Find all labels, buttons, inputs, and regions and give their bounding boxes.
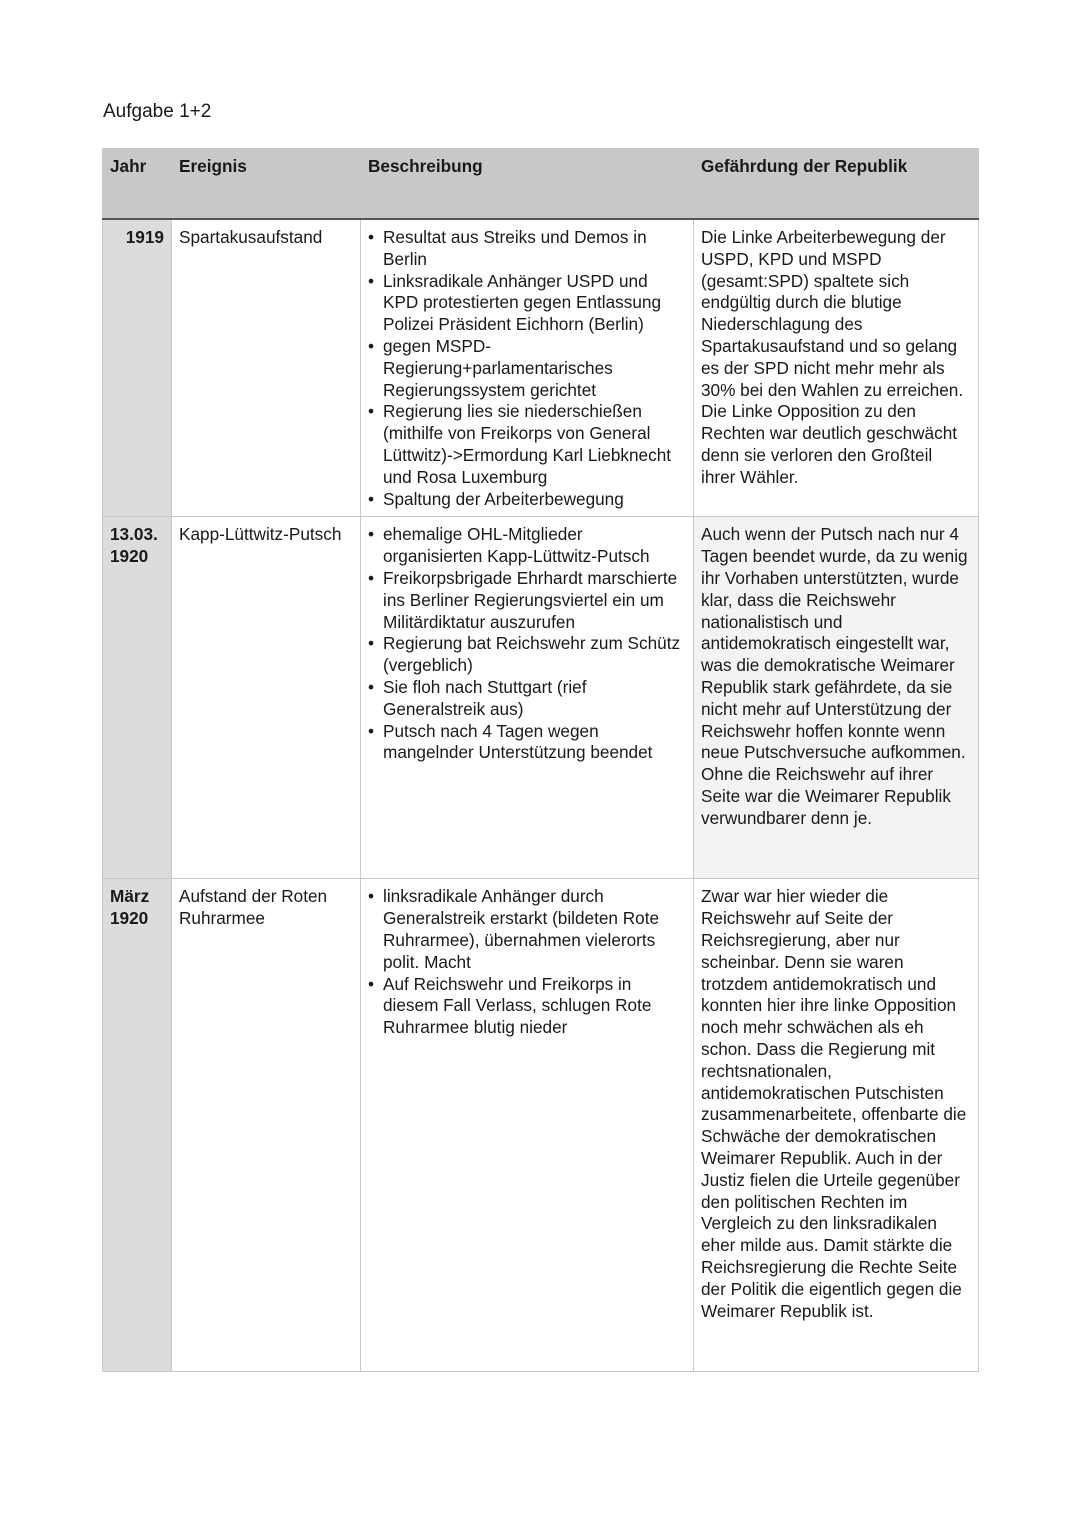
- list-item: • Freikorpsbrigade Ehrhardt marschierte ins Berliner Regierungsviertel ein um Militärdiktatur auszurufen: [368, 568, 686, 633]
- list-item: • Auf Reichswehr und Freikorps in diesem Fall Verlass, schlugen Rote Ruhrarmee blutig nieder: [368, 974, 686, 1039]
- row-description: [361, 517, 694, 879]
- row-event: Kapp-Lüttwitz-Putsch: [172, 517, 361, 879]
- list-item: • Linksradikale Anhänger USPD und KPD protestierten gegen Entlassung Polizei Präsident Eichhorn (Berlin): [368, 271, 686, 336]
- row-description: [361, 879, 694, 1372]
- row-description: [361, 219, 694, 517]
- list-item: • gegen MSPD-Regierung+parlamentarisches Regierungssystem gerichtet: [368, 336, 686, 401]
- list-item: • Putsch nach 4 Tagen wegen mangelnder Unterstützung beendet: [368, 721, 686, 765]
- header-year: Jahr: [103, 149, 172, 220]
- list-item: • Sie floh nach Stuttgart (rief Generalstreik aus): [368, 677, 686, 721]
- header-event: Ereignis: [172, 149, 361, 220]
- list-item: • Regierung lies sie niederschießen (mithilfe von Freikorps von General Lüttwitz)->Ermordung Karl Liebknecht und Rosa Luxemburg: [368, 401, 686, 488]
- row-year: 13.03. 1920: [103, 517, 172, 879]
- row-threat: Die Linke Arbeiterbewegung der USPD, KPD und MSPD (gesamt:SPD) spaltete sich endgültig durch die blutige Niederschlagung des Spartakusaufstand und so gelang es der SPD nicht mehr mehr als 30% bei den Wahlen zu erreichen. Die Linke Opposition zu den Rechten war deutlich geschwächt denn sie verloren den Großteil ihrer Wähler.: [694, 219, 979, 517]
- header-threat: Gefährdung der Republik: [694, 149, 979, 220]
- row-threat: Zwar war hier wieder die Reichswehr auf Seite der Reichsregierung, aber nur scheinbar. Denn sie waren trotzdem antidemokratisch und konnten hier ihre linke Opposition noch mehr schwächen als eh schon. Dass die Regierung mit rechtsnationalen, antidemokratischen Putschisten zusammenarbeitete, offenbarte die Schwäche der demokratischen Weimarer Republik. Auch in der Justiz fielen die Urteile gegenüber den politischen Rechten im Vergleich zu den linksradikalen eher milde aus. Damit stärkte die Reichsregierung die Rechte Seite der Politik die eigentlich gegen die Weimarer Republik ist.: [694, 879, 979, 1372]
- page-title: Aufgabe 1+2: [103, 101, 212, 122]
- list-item: • ehemalige OHL-Mitglieder organisierten Kapp-Lüttwitz-Putsch: [368, 524, 686, 568]
- row-event: Spartakusaufstand: [172, 219, 361, 517]
- header-description: Beschreibung: [361, 149, 694, 220]
- table-header-row: [103, 149, 979, 220]
- table-row: [103, 517, 979, 879]
- row-year: 1919: [103, 219, 172, 517]
- list-item: • Regierung bat Reichswehr zum Schütz (vergeblich): [368, 633, 686, 677]
- history-table: [102, 148, 979, 1372]
- list-item: • Resultat aus Streiks und Demos in Berlin: [368, 227, 686, 271]
- row-event: Aufstand der Roten Ruhrarmee: [172, 879, 361, 1372]
- table-row: [103, 219, 979, 517]
- list-item: • Spaltung der Arbeiterbewegung: [368, 489, 686, 511]
- row-year: März 1920: [103, 879, 172, 1372]
- table-row: [103, 879, 979, 1372]
- row-threat: Auch wenn der Putsch nach nur 4 Tagen beendet wurde, da zu wenig ihr Vorhaben unterstützten, wurde klar, dass die Reichswehr nationalistisch und antidemokratisch eingestellt war, was die demokratische Weimarer Republik stark gefährdete, da sie nicht mehr auf Unterstützung der Reichswehr hoffen konnte wenn neue Putschversuche aufkommen. Ohne die Reichswehr auf ihrer Seite war die Weimarer Republik verwundbarer denn je.: [694, 517, 979, 879]
- list-item: • linksradikale Anhänger durch Generalstreik erstarkt (bildeten Rote Ruhrarmee), übernahmen vielerorts polit. Macht: [368, 886, 686, 973]
